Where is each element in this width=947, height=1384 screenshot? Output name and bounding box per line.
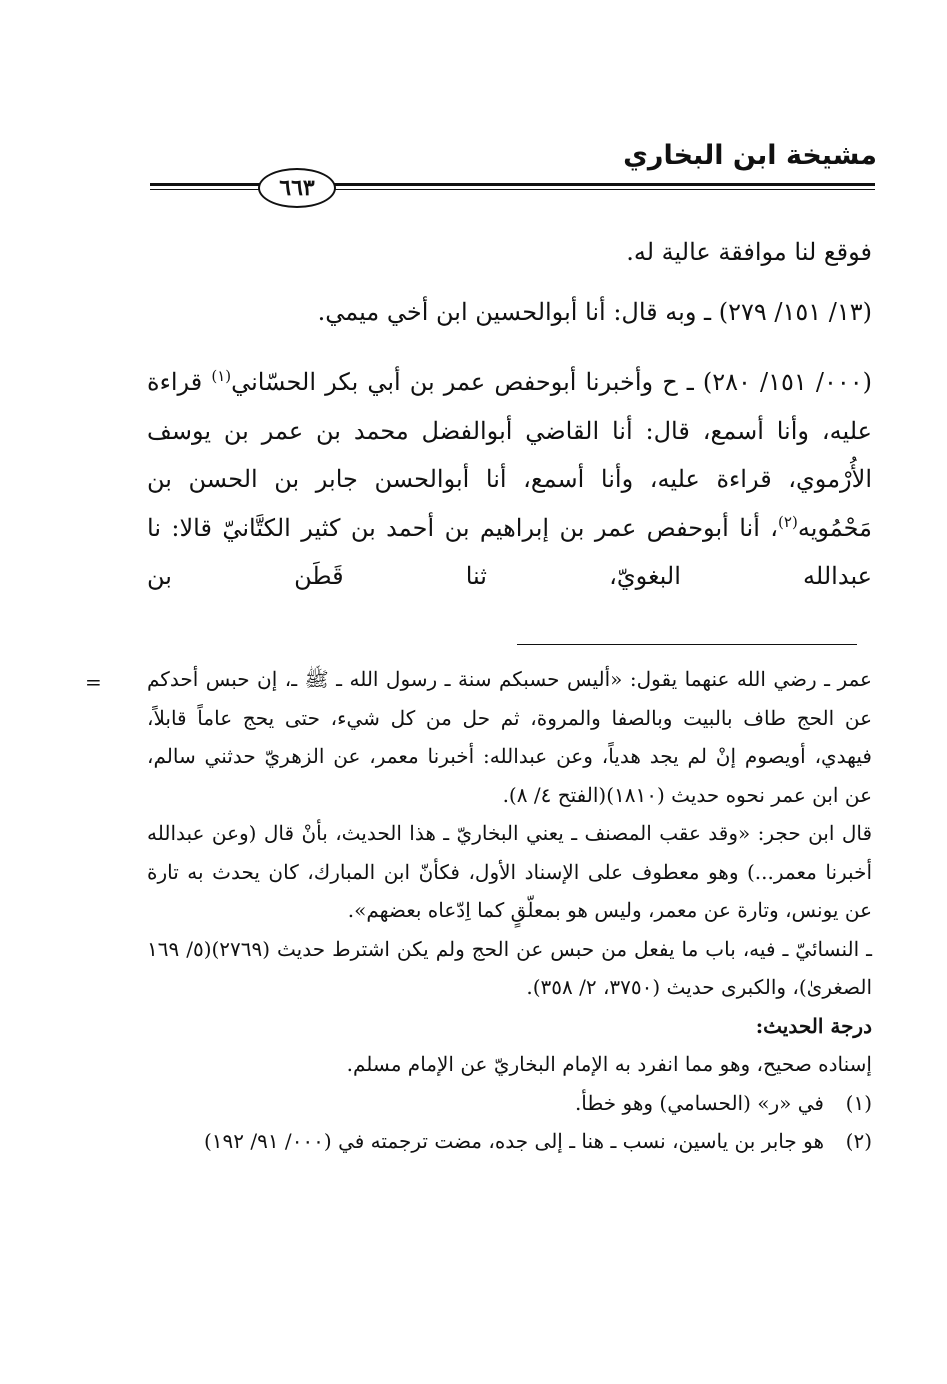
main-paragraph-3-part-a: (٠٠٠/ ١٥١/ ٢٨٠) ـ ح وأخبرنا أبوحفص عمر بن أبي بكر الحسّاني bbox=[231, 368, 872, 396]
main-paragraph-2: (١٣/ ١٥١/ ٢٧٩) ـ وبه قال: أنا أبوالحسين ابن أخي ميمي. bbox=[317, 298, 872, 326]
footnote-nasai: ـ النسائيّ ـ فيه، باب ما يفعل من حبس عن الحج ولم يكن اشترط حديث (٢٧٦٩)(٥/ ١٦٩ الصغرىٰ)، والكبرى حديث (٣٧٥٠، ٢/ ٣٥٨). bbox=[147, 936, 872, 999]
book-title: مشيخة ابن البخاري bbox=[623, 140, 877, 171]
footnote-divider bbox=[517, 644, 857, 645]
main-paragraph-3 bbox=[147, 358, 872, 601]
footnotes bbox=[147, 660, 872, 1161]
footnote-2 bbox=[147, 1122, 872, 1161]
footnote-1 bbox=[147, 1084, 872, 1123]
footnote-continuation-marker: = bbox=[85, 670, 102, 694]
main-paragraph-3-part-b: قراءة عليه، وأنا أسمع، قال: أنا القاضي أبوالفضل محمد بن عمر بن يوسف الأُرْموي، قراءة عليه، وأنا أسمع، أنا أبوالحسن جابر بن الحسن بن مَحْمُويه bbox=[147, 368, 872, 542]
main-paragraph-3-part-c: ، أنا أبوحفص عمر بن إبراهيم بن أحمد بن كثير الكتَّانيّ قالا: نا عبدالله البغويّ، ثنا قَطَن بن bbox=[147, 513, 872, 590]
footnote-continuation: عمر ـ رضي الله عنهما يقول: «أليس حسبكم سنة ـ رسول الله ـ ﷺ ـ، إن حبس أحدكم عن الحج طاف بالبيت وبالصفا والمروة، ثم حل من كل شيء، حتى يحج عاماً قابلاً، فيهدي، أويصوم إنْ لم يجد هدياً، وعن عبدالله: أخبرنا معمر، عن الزهريّ حدثني سالم، عن ابن عمر نحوه حديث (١٨١٠)(الفتح ٤/ ٨). bbox=[147, 667, 872, 807]
footnote-ref-1: (١) bbox=[211, 367, 232, 385]
footnote-2-number: (٢) bbox=[845, 1129, 872, 1153]
footnote-2-text: هو جابر بن ياسين، نسب ـ هنا ـ إلى جده، مضت ترجمته في (٠٠٠/ ٩١/ ١٩٢) bbox=[203, 1129, 824, 1153]
footnote-1-text: في «ر» (الحسامي) وهو خطأ. bbox=[574, 1090, 824, 1115]
footnote-ref-2: (٢) bbox=[778, 512, 798, 531]
hadith-grade-heading: درجة الحديث: bbox=[755, 1013, 872, 1038]
page-number: ٦٦٣ bbox=[258, 168, 336, 208]
hadith-grade-text: إسناده صحيح، وهو مما انفرد به الإمام البخاريّ عن الإمام مسلم. bbox=[346, 1052, 872, 1076]
main-paragraph-1: فوقع لنا موافقة عالية له. bbox=[626, 238, 872, 266]
footnote-ibn-hajar: قال ابن حجر: «وقد عقب المصنف ـ يعني البخاريّ ـ هذا الحديث، بأنْ قال (وعن عبدالله أخبرنا معمر...) وهو معطوف على الإسناد الأول، فكأنّ ابن المبارك، كان يحدث به تارة عن يونس، وتارة عن معمر، وليس هو بمعلّقٍ كما اِدّعاه بعضهم». bbox=[147, 821, 872, 922]
footnote-1-number: (١) bbox=[845, 1090, 872, 1115]
